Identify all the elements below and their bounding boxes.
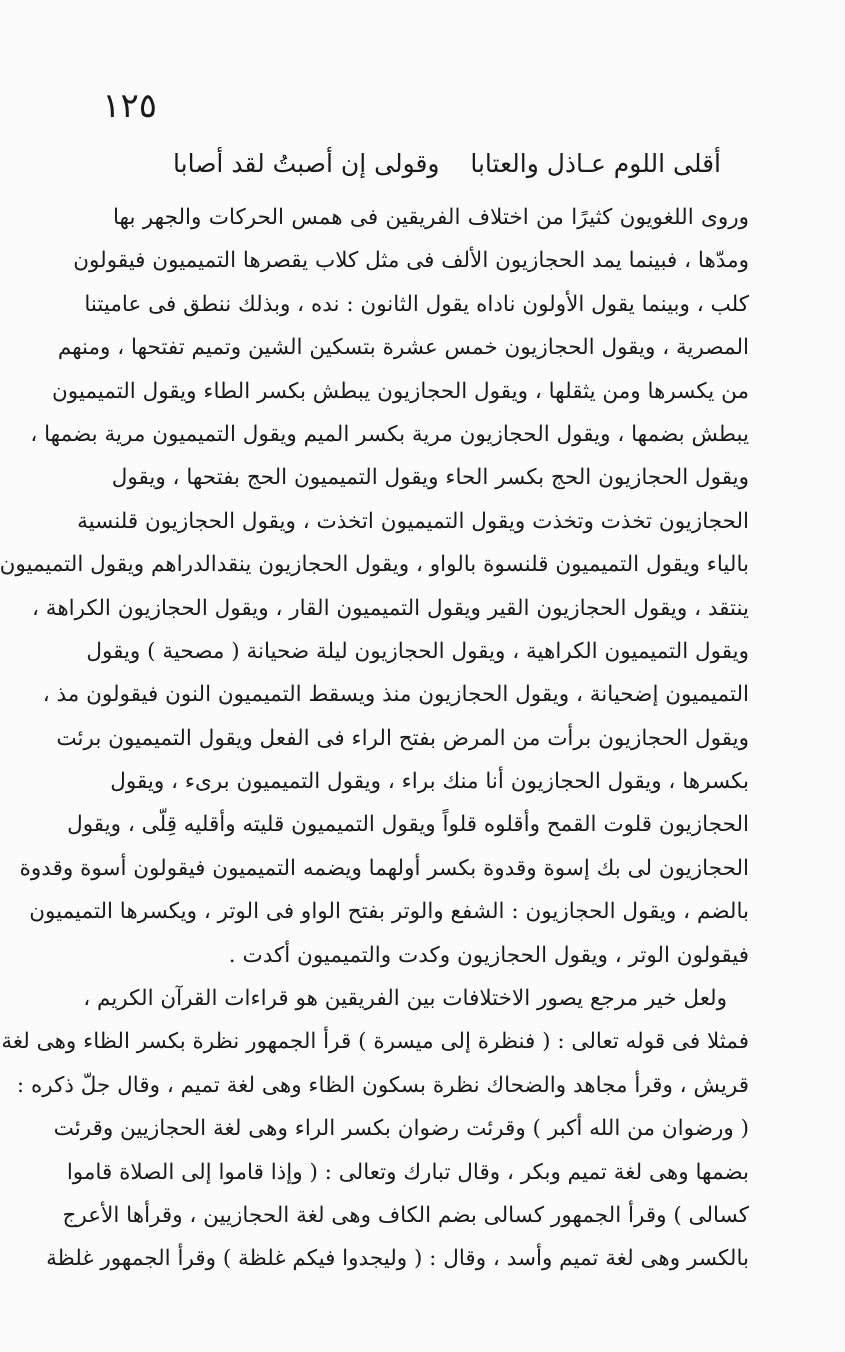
- text-line: ( ورضوان من الله أكبر ) وقرئت رضوان بكسر الراء وهى لغة الحجازيين وقرئت: [53, 1116, 749, 1142]
- text-line: المصرية ، ويقول الحجازيون خمس عشرة بتسكين الشين وتميم تفتحها ، ومنهم: [57, 335, 749, 361]
- text-line: بالضم ، ويقول الحجازيون : الشفع والوتر بفتح الواو فى الوتر ، ويكسرها التميميون: [29, 899, 749, 925]
- text-line: قريش ، وقرأ مجاهد والضحاك نظرة بسكون الظاء وهى لغة تميم ، وقال جلّ ذكره :: [16, 1072, 749, 1098]
- text-line: كلب ، وبينما يقول الأولون ناداه يقول الثانون : نده ، وبذلك ننطق فى عاميتنا: [84, 291, 749, 317]
- poetry-verse: [173, 146, 721, 182]
- verse-hemistich-second: وقولى إن أصبتُ لقد أصابا: [173, 149, 440, 178]
- text-line: الحجازيون لى بك إسوة وقدوة بكسر أولهما ويضمه التميميون فيقولون أسوة وقدوة: [19, 855, 749, 881]
- text-line: من يكسرها ومن يثقلها ، ويقول الحجازيون يبطش بكسر الطاء ويقول التميميون: [52, 378, 749, 404]
- text-line: الحجازيون تخذت وتخذت ويقول التميميون اتخذت ، ويقول الحجازيون قلنسية: [77, 508, 749, 534]
- text-line: يبطش بضمها ، ويقول الحجازيون مرية بكسر الميم ويقول التميميون مرية بضمها ،: [30, 421, 749, 447]
- text-line: بالياء ويقول التميميون قلنسوة بالواو ، ويقول الحجازيون ينقدالدراهم ويقول التميميون: [0, 552, 749, 578]
- text-line: بكسرها ، ويقول الحجازيون أنا منك براء ، ويقول التميميون برىء ، ويقول: [110, 769, 749, 795]
- text-line: ومدّها ، فبينما يمد الحجازيون الألف فى مثل كلاب يقصرها التميميون فيقولون: [73, 248, 749, 274]
- text-line: الحجازيون قلوت القمح وأقلوه قلواً ويقول التميميون قليته وأقليه قِلّى ، ويقول: [67, 812, 749, 838]
- text-line: بالكسر وهى لغة تميم وأسد ، وقال : ( وليجدوا فيكم غلظة ) وقرأ الجمهور غلظة: [46, 1246, 749, 1272]
- paragraph-end-line: فيقولون الوتر ، ويقول الحجازيون وكدت والتميميون أكدت .: [228, 942, 749, 968]
- page-number: ١٢٥: [102, 86, 157, 126]
- body-text: [0, 196, 749, 1281]
- text-line: وروى اللغويون كثيرًا من اختلاف الفريقين فى همس الحركات والجهر بها: [113, 205, 749, 230]
- verse-hemistich-first: أقلى اللوم عـاذل والعتابا: [470, 149, 721, 178]
- text-line: ويقول الحجازيون الحج بكسر الحاء ويقول التميميون الحج بفتحها ، ويقول: [111, 465, 749, 491]
- text-line: فمثلا فى قوله تعالى : ( فنظرة إلى ميسرة ) قرأ الجمهور نظرة بكسر الظاء وهى لغة: [1, 1029, 749, 1055]
- text-line: التميميون إضحيانة ، ويقول الحجازيون منذ ويسقط التميميون النون فيقولون مذ ،: [42, 682, 749, 708]
- paragraph-start-line: ولعل خير مرجع يصور الاختلافات بين الفريقين هو قراءات القرآن الكريم ،: [83, 986, 727, 1012]
- text-line: بضمها وهى لغة تميم وبكر ، وقال تبارك وتعالى : ( وإذا قاموا إلى الصلاة قاموا: [66, 1159, 749, 1185]
- text-line: ويقول الحجازيون برأت من المرض بفتح الراء فى الفعل ويقول التميميون برئت: [56, 725, 749, 751]
- text-line: كسالى ) وقرأ الجمهور كسالى بضم الكاف وهى لغة الحجازيين ، وقرأها الأعرج: [62, 1202, 749, 1228]
- text-line: ويقول التميميون الكراهية ، ويقول الحجازيون ليلة ضحيانة ( مصحية ) ويقول: [86, 638, 749, 664]
- text-line: ينتقد ، ويقول الحجازيون القير ويقول التميميون القار ، ويقول الحجازيون الكراهة ،: [32, 595, 749, 621]
